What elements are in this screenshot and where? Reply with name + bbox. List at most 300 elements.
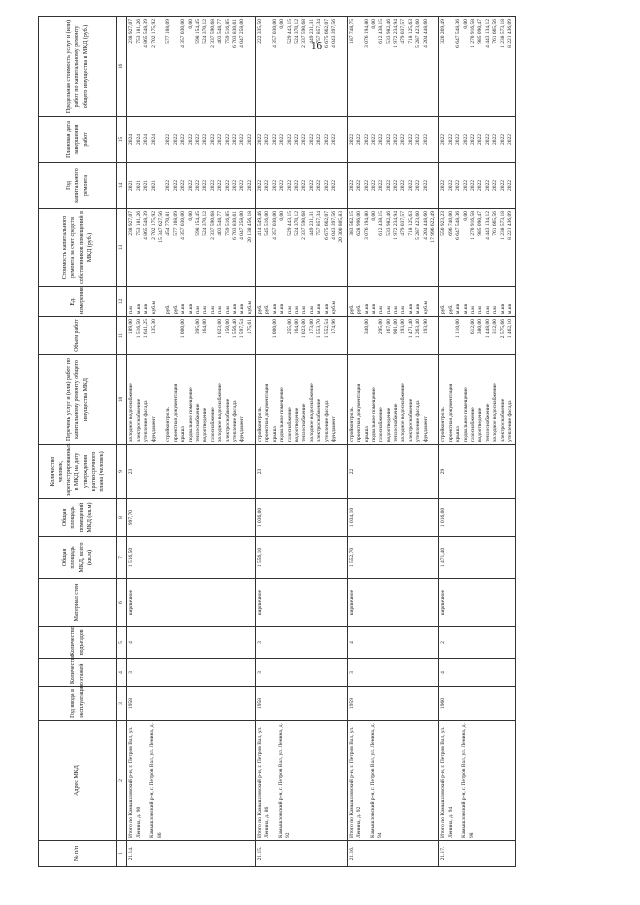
sub-value: 1 556,40 [231, 319, 238, 339]
sub-value: 1 448,00 [484, 319, 491, 339]
sub-value [279, 319, 286, 352]
column-header: Количество этажей [39, 659, 117, 687]
sub-value: электроснабжение [224, 398, 231, 442]
sub-value: крыша [455, 426, 462, 442]
sub-value: 2 337 590,68 [301, 211, 308, 240]
sub-value: фундамент [239, 416, 246, 442]
sub-value [448, 319, 455, 352]
row-number: 21.17. [439, 841, 516, 867]
address-cell [439, 721, 516, 841]
entrances: 4 [127, 627, 256, 659]
sub-value: 1 023,00 [217, 319, 224, 339]
sub-value: 2022 [385, 180, 392, 191]
sub-value: 2022 [279, 180, 286, 191]
sub-value: 8 221 436,09 [506, 211, 513, 240]
sub-value: подвальное помещение [279, 387, 286, 442]
address-line: Итого по Камышловский р-н, г. Петров Вал, ул. Ленина, д. 90 [128, 726, 142, 838]
sub-value: 187 748,75 [348, 19, 355, 44]
sub-value: 759 516,85 [224, 19, 231, 44]
sub-value: 2022 [499, 134, 506, 145]
costs [439, 209, 516, 287]
sub-value [188, 319, 195, 352]
sub-value: 2022 [400, 180, 407, 191]
sub-value: 753 181,26 [135, 19, 142, 44]
sub-value: 524 370,12 [294, 211, 301, 236]
sub-value: 4 204 448,60 [422, 211, 429, 240]
sub-value: 598 154,45 [194, 211, 201, 236]
sub-value: 1 471,40 [407, 319, 414, 339]
plan-dates [256, 117, 348, 163]
column-header: Стоимость капитального ремонта за счет средств собственников помещений в МКД (руб.) [39, 209, 117, 287]
sub-value: 2022 [301, 134, 308, 145]
address-line: Итого по Камышловский р-н, г. Петров Вал, ул. Ленина, д. 92 [348, 726, 363, 838]
units [127, 287, 256, 317]
column-number: 1 [117, 841, 127, 867]
sub-value [210, 319, 217, 352]
sub-value: 2022 [257, 134, 264, 145]
sub-value: м.кв [239, 303, 246, 314]
sub-value: 3 076 194,80 [363, 211, 370, 240]
sub-value: 395,00 [194, 319, 201, 335]
sub-value: подвальное помещение [187, 387, 194, 442]
column-number: 15 [117, 117, 127, 163]
sub-value: 533 982,46 [385, 19, 392, 44]
floors: 3 [256, 659, 348, 687]
sub-value: 2022 [316, 180, 323, 191]
sub-value: 0,00 [462, 19, 469, 29]
sub-value: 2022 [407, 134, 414, 145]
year-built: 1958 [127, 687, 256, 721]
sub-value: м.кв [415, 303, 422, 314]
column-number: 10 [117, 355, 127, 445]
repair-years [347, 163, 439, 209]
sub-value: 174,96 [330, 319, 337, 335]
sub-value [356, 319, 363, 352]
column-header: Ед. измерения [39, 287, 117, 317]
sub-value: 2022 [363, 180, 370, 191]
sub-value: 577 108,09 [165, 19, 172, 44]
sub-value: м.кв [506, 303, 513, 314]
sub-value: холодное водоснабжение [128, 383, 135, 442]
sub-value: 4 357 030,00 [271, 19, 278, 48]
sub-value: 985 090,47 [477, 211, 484, 236]
table-row [439, 17, 516, 867]
sub-value: 2022 [194, 180, 201, 191]
sub-value [356, 19, 363, 114]
column-header: Общая площадь МКД, всего (кв.м) [39, 537, 117, 579]
column-number: 5 [117, 627, 127, 659]
sub-value: 1 270 916,58 [470, 211, 476, 240]
sub-value: п.м [128, 306, 135, 314]
sub-value: п.м [224, 306, 231, 314]
sub-value: м.кв [455, 303, 462, 314]
sub-value: 2022 [239, 134, 246, 145]
sub-value: п.м [308, 306, 315, 314]
sub-value: 2022 [484, 180, 491, 191]
sub-value: 718 125,63 [407, 211, 414, 236]
limit-costs [347, 17, 439, 117]
residents: 23 [256, 445, 348, 499]
sub-value: 2022 [415, 180, 422, 191]
sub-value: руб. [440, 304, 447, 314]
sub-value: 2 702 175,92 [150, 211, 157, 240]
sub-value: 1 597,54 [239, 319, 246, 339]
sub-value: 4 357 030,00 [180, 19, 187, 48]
sub-value: 2022 [378, 180, 385, 191]
wall-material: кирпичное [347, 579, 439, 627]
address-line: Камышловский р-н, г. Петров Вал, ул. Ленина, д. 94 [369, 723, 384, 838]
sub-value: 0,00 [187, 19, 194, 29]
limit-costs [256, 17, 348, 117]
sub-value: стройконтроль [165, 407, 172, 442]
sub-value: 6 647 548,36 [455, 211, 462, 240]
sub-value: 20 300 805,83 [338, 211, 345, 243]
sub-value: проектная документация [264, 383, 271, 442]
sub-value: 383 562,15 [348, 211, 355, 236]
sub-value [158, 19, 165, 114]
sub-value: крыша [180, 426, 187, 442]
sub-value: 6 675 662,07 [323, 211, 330, 240]
sub-value: утепление фасада [323, 400, 330, 442]
sub-value: 4 865 548,39 [143, 19, 150, 48]
sub-value: 2022 [231, 180, 238, 191]
sub-value: 598 154,45 [194, 19, 201, 44]
column-number: 7 [117, 537, 127, 579]
sub-value: 4 043 397,56 [330, 19, 337, 48]
sub-value: 0,00 [279, 211, 286, 221]
sub-value: 2022 [462, 180, 469, 191]
sub-value: 2024 [128, 134, 135, 145]
sub-value: 479 037,57 [400, 19, 407, 44]
sub-value: 2022 [271, 134, 278, 145]
sub-value: крыша [363, 426, 370, 442]
sub-value: 2022 [286, 134, 293, 145]
column-number: 16 [117, 17, 127, 117]
sub-value: 150,00 [224, 319, 231, 335]
sub-value: 320 269,49 [440, 19, 447, 44]
sub-value: 175,61 [246, 319, 253, 335]
sub-value: утепление фасада [143, 400, 150, 442]
residents: 29 [439, 445, 516, 499]
sub-value: 545 516,00 [264, 211, 271, 236]
sub-value: водоотведение [202, 407, 209, 442]
sub-value: 2022 [316, 134, 323, 145]
sub-value: куб.м [330, 301, 337, 314]
sub-value: 1 552,54 [323, 319, 330, 339]
column-header: Предельная стоимость услуг и (или) работ по капитальному ремонту общего имущества в МКД (руб.) [39, 17, 117, 117]
sub-value: холодное водоснабжение [400, 383, 407, 442]
sub-value: крыша [271, 426, 278, 442]
sub-value: 524 370,12 [294, 19, 301, 44]
sub-value: 2022 [440, 134, 447, 145]
sub-value: 1 238 573,18 [499, 19, 506, 48]
sub-value: 2022 [356, 180, 363, 191]
sub-value: м.кв [180, 303, 187, 314]
sub-value: 2024 [150, 134, 157, 145]
sub-value: 2022 [407, 180, 414, 191]
sub-value: п.м [378, 306, 385, 314]
sub-value: холодное водоснабжение [217, 383, 224, 442]
sub-value: м.кв [363, 303, 370, 314]
sub-value: 761 665,56 [492, 19, 499, 44]
costs [127, 209, 256, 287]
sub-value: электроснабжение [135, 398, 142, 442]
premises-area: 1 016,00 [439, 499, 516, 537]
sub-value: 2022 [348, 180, 355, 191]
sub-value: 2022 [172, 180, 179, 191]
sub-value: 2022 [246, 180, 253, 191]
sub-value: теплоснабжение [301, 403, 308, 442]
works-list [439, 355, 516, 445]
wall-material: кирпичное [439, 579, 516, 627]
sub-value: 2022 [330, 180, 337, 191]
sub-value [158, 289, 165, 314]
sub-value: 5 287 423,60 [415, 19, 422, 48]
year-built: 1959 [347, 687, 439, 721]
sub-value: фундамент [150, 416, 157, 442]
sub-value: 15 347 627,56 [157, 211, 164, 243]
costs [256, 209, 348, 287]
floors: 4 [439, 659, 516, 687]
sub-value: подвальное помещение [370, 387, 377, 442]
sub-value: 4 204 448,60 [422, 19, 429, 48]
sub-value: 4 047 258,00 [239, 19, 246, 48]
year-built: 1958 [256, 687, 348, 721]
sub-value: водоотведение [294, 407, 301, 442]
floors: 3 [127, 659, 256, 687]
column-header: № п/п [39, 841, 117, 867]
sub-value [158, 165, 165, 206]
sub-value: п.м [209, 306, 216, 314]
sub-value: теплоснабжение [393, 403, 400, 442]
sub-value: 2022 [217, 180, 224, 191]
sub-value: 901,00 [393, 319, 400, 335]
sub-value: газоснабжение [378, 407, 385, 442]
sub-value: 1 972 234,94 [393, 19, 400, 48]
entrances: 2 [439, 627, 516, 659]
sub-value: м.кв [499, 303, 506, 314]
sub-value: 255,00 [286, 319, 293, 335]
sub-value: 0,00 [187, 211, 194, 221]
plan-dates [127, 117, 256, 163]
sub-value: 0,00 [370, 211, 377, 221]
plan-dates [347, 117, 439, 163]
sub-value: 2022 [279, 134, 286, 145]
sub-value: 164,00 [202, 319, 209, 335]
column-number: 12 [117, 287, 127, 317]
row-number: 21.16. [347, 841, 439, 867]
sub-value: 2022 [370, 134, 377, 145]
premises-area: 1 036,00 [256, 499, 348, 537]
sub-value: п.м [484, 306, 491, 314]
sub-value: п.м [393, 306, 400, 314]
sub-value: 2022 [308, 134, 315, 145]
sub-value: теплоснабжение [194, 403, 201, 442]
repair-years [256, 163, 348, 209]
sub-value: 1 270 916,58 [470, 19, 476, 48]
sub-value: руб. [165, 304, 172, 314]
sub-value: п.м [217, 306, 224, 314]
sub-value: п.м [202, 306, 209, 314]
column-number: 11 [117, 317, 127, 355]
column-header: Перечень услуг и (или) работ по капитальному ремонту общего имущества МКД [39, 355, 117, 445]
sub-value: 524 370,12 [202, 211, 209, 236]
column-header: Плановая дата завершения работ [39, 117, 117, 163]
total-area: 1 516,50 [127, 537, 256, 579]
sub-value: 4 357 030,00 [180, 211, 187, 240]
sub-value: 2022 [257, 180, 264, 191]
repair-years [127, 163, 256, 209]
sub-value: 696 740,00 [447, 211, 454, 236]
sub-value: водоотведение [385, 407, 392, 442]
sub-value: 2022 [356, 134, 363, 145]
sub-value: электроснабжение [499, 398, 506, 442]
sub-value: 2 337 590,68 [209, 211, 216, 240]
sub-value: 2024 [143, 134, 150, 145]
sub-value: 295,00 [378, 319, 385, 335]
works-list [127, 355, 256, 445]
sub-value: 2022 [378, 134, 385, 145]
premises-area: 997,70 [127, 499, 256, 537]
column-number: 8 [117, 499, 127, 537]
column-number: 3 [117, 687, 127, 721]
sub-value: 17 996 622,49 [430, 211, 437, 243]
sub-value: руб. [264, 304, 271, 314]
sub-value: 0,00 [462, 211, 469, 221]
wall-material: кирпичное [256, 579, 348, 627]
sub-value: 20 138 456,18 [246, 211, 253, 243]
sub-value: м.кв [135, 303, 142, 314]
sub-value [257, 319, 264, 352]
wall-material: кирпичное [127, 579, 256, 627]
sub-value: 759 516,85 [224, 211, 231, 236]
row-number: 21.15. [256, 841, 348, 867]
address-line: Камышловский р-н, г. Петров Вал, ул. Ленина, д. 92 [277, 723, 292, 838]
sub-value: 757 857,34 [316, 211, 323, 236]
column-header: Год ввода в эксплуатацию [39, 687, 117, 721]
sub-value: 2022 [165, 134, 172, 145]
year-built: 1960 [439, 687, 516, 721]
residents: 23 [127, 445, 256, 499]
sub-value: 2022 [202, 180, 209, 191]
sub-value: 1 516,50 [135, 319, 142, 339]
sub-value: 2022 [415, 134, 422, 145]
sub-value [247, 19, 254, 114]
sub-value: 189,00 [128, 319, 135, 335]
sub-value: руб. [172, 304, 179, 314]
sub-value: проектная документация [447, 383, 454, 442]
column-number: 9 [117, 445, 127, 499]
sub-value: 1 023,00 [301, 319, 308, 339]
sub-value: 2022 [370, 180, 377, 191]
sub-value: 2022 [484, 134, 491, 145]
units [256, 287, 348, 317]
column-header: Общая площадь помещений МКД (кв.м) [39, 499, 117, 537]
volumes [439, 317, 516, 355]
page-number: 16 [311, 40, 322, 52]
sub-value: проектная документация [172, 383, 179, 442]
sub-value: м.кв [187, 303, 194, 314]
sub-value: руб. [447, 304, 454, 314]
sub-value: стройконтроль [440, 407, 447, 442]
sub-value [158, 319, 165, 352]
sub-value: электроснабжение [407, 398, 414, 442]
sub-value: 2022 [209, 180, 216, 191]
column-number: 14 [117, 163, 127, 209]
sub-value: 2021 [143, 180, 150, 191]
sub-value: 1 641,25 [143, 319, 150, 339]
column-number: 13 [117, 209, 127, 287]
sub-value: 2022 [363, 134, 370, 145]
sub-value: 238 927,07 [128, 19, 135, 44]
table-row [256, 17, 348, 867]
sub-value: холодное водоснабжение [492, 383, 499, 442]
repair-years [439, 163, 516, 209]
sub-value: 2021 [135, 180, 142, 191]
sub-value: 2022 [180, 180, 187, 191]
sub-value: водоотведение [477, 407, 484, 442]
sub-value: 193,00 [400, 319, 407, 335]
volumes [127, 317, 256, 355]
sub-value [173, 19, 180, 114]
sub-value: 2022 [209, 134, 216, 145]
sub-value: 1 238 573,18 [499, 211, 506, 240]
sub-value: электроснабжение [316, 398, 323, 442]
rotated-table-container [38, 17, 608, 867]
sub-value: 2 337 590,68 [209, 19, 216, 48]
sub-value: 2022 [323, 134, 330, 145]
sub-value: 1 000,00 [271, 319, 278, 339]
sub-value [440, 319, 447, 352]
sub-value: 2022 [301, 180, 308, 191]
works-list [256, 355, 348, 445]
sub-value: 4 043 397,56 [330, 211, 337, 240]
sub-value: 2022 [499, 180, 506, 191]
sub-value: м.кв [316, 303, 323, 314]
sub-value: куб.м [422, 301, 429, 314]
sub-value: 761 665,56 [492, 211, 499, 236]
entrances: 4 [347, 627, 439, 659]
sub-value: стройконтроль [257, 407, 264, 442]
column-number: 4 [117, 659, 127, 687]
limit-costs [127, 17, 256, 117]
limit-costs [439, 17, 516, 117]
sub-value: 2022 [217, 134, 224, 145]
sub-value: 449 231,31 [308, 211, 315, 236]
sub-value: 403 548,77 [217, 211, 224, 236]
sub-value: 2022 [187, 134, 194, 145]
sub-value: 2024 [135, 134, 142, 145]
sub-value: 2022 [400, 134, 407, 145]
sub-value: 2022 [447, 134, 454, 145]
sub-value: проектная документация [356, 383, 363, 442]
sub-value: 238 927,07 [128, 211, 135, 236]
sub-value: 6 703 830,61 [231, 19, 238, 48]
sub-value [349, 319, 356, 352]
sub-value: 8 221 436,09 [506, 19, 513, 48]
sub-value: 4 357 030,00 [271, 211, 278, 240]
sub-value: 524 370,12 [202, 19, 209, 44]
sub-value: 1 553,70 [316, 319, 323, 339]
sub-value: 2022 [422, 180, 429, 191]
row-number: 21.14. [127, 841, 256, 867]
sub-value: 718 125,63 [407, 19, 414, 44]
column-number: 6 [117, 579, 127, 627]
column-header: Объем работ [39, 317, 117, 355]
address-cell [347, 721, 439, 841]
sub-value [158, 119, 165, 160]
sub-value: 2022 [294, 180, 301, 191]
